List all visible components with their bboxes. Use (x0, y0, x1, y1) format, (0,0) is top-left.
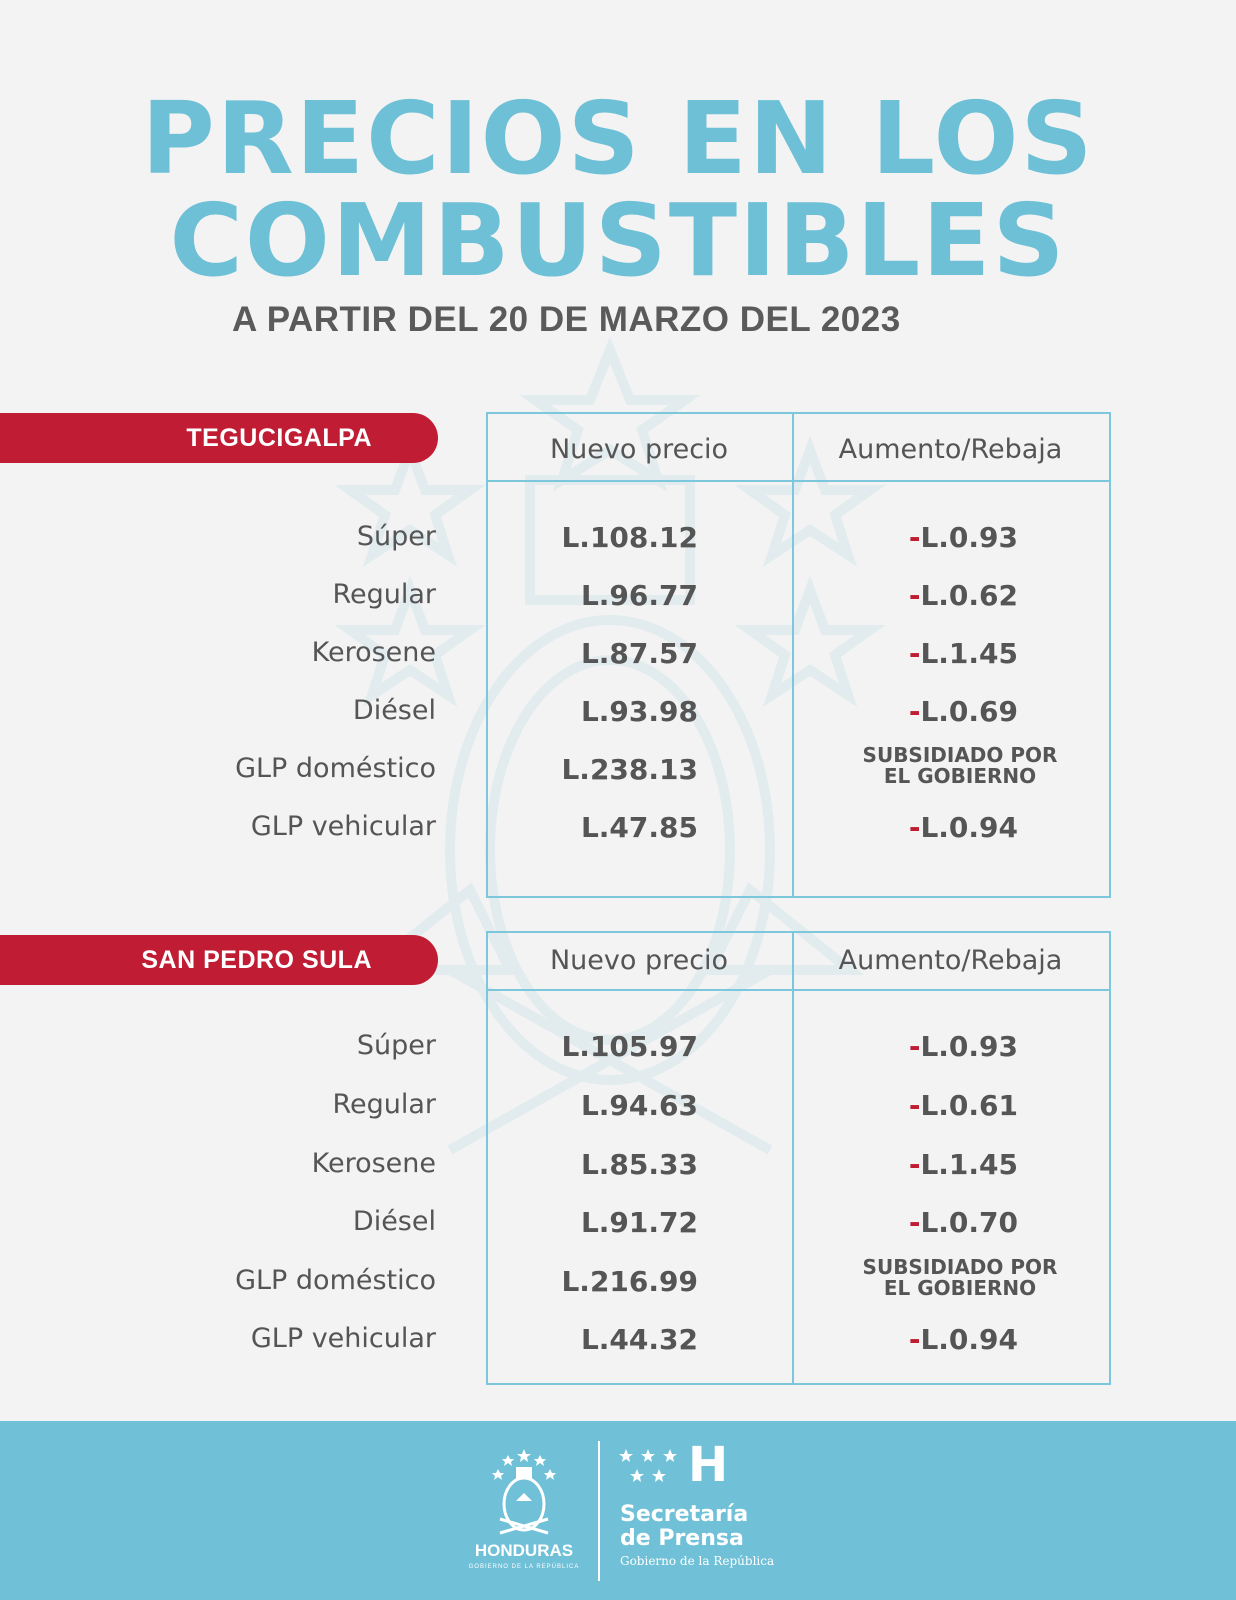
new-price: L.47.85 (580, 811, 698, 844)
price-change: -L.1.45 (908, 1148, 1018, 1181)
title-line-1: PRECIOS EN LOS (141, 80, 1095, 197)
table-row (0, 695, 1236, 735)
new-price: L.85.33 (580, 1148, 698, 1181)
h-logo-icon: H (688, 1437, 729, 1493)
fuel-name: Kerosene (311, 637, 436, 668)
new-price: L.96.77 (580, 579, 698, 612)
table-row (0, 637, 1236, 677)
title-line-2: COMBUSTIBLES (169, 182, 1067, 299)
new-price: L.108.12 (561, 521, 698, 554)
footer-separator (598, 1441, 600, 1581)
fuel-name: GLP vehicular (250, 811, 436, 842)
table-row (0, 521, 1236, 561)
table-row (0, 1206, 1236, 1246)
table-row (0, 743, 1236, 793)
table-row (0, 1030, 1236, 1070)
price-change: -L.0.93 (908, 521, 1018, 554)
price-change: -L.0.93 (908, 1030, 1018, 1063)
column-header-price: Nuevo precio (549, 945, 729, 976)
new-price: L.94.63 (580, 1089, 698, 1122)
fuel-name: Diésel (352, 1206, 436, 1237)
subsidy-note: SUBSIDIADO POR EL GOBIERNO (862, 743, 1058, 788)
honduras-label: HONDURAS (474, 1541, 574, 1560)
table-row (0, 1089, 1236, 1129)
table-row (0, 1255, 1236, 1305)
page-title (0, 80, 1236, 299)
header-divider (488, 989, 1109, 991)
secretaria-title: Secretaría de Prensa (620, 1502, 749, 1551)
price-change: -L.0.94 (908, 1323, 1018, 1356)
new-price: L.91.72 (580, 1206, 698, 1239)
city-tag-san-pedro-sula: SAN PEDRO SULA (0, 935, 438, 985)
fuel-name: GLP doméstico (235, 753, 436, 784)
subsidy-note: SUBSIDIADO POR EL GOBIERNO (862, 1255, 1058, 1300)
new-price: L.93.98 (580, 695, 698, 728)
fuel-name: Regular (332, 1089, 436, 1120)
fuel-name: Regular (332, 579, 436, 610)
date-subtitle: A PARTIR DEL 20 DE MARZO DEL 2023 (232, 300, 901, 339)
honduras-sublabel: GOBIERNO DE LA REPÚBLICA (468, 1564, 580, 1570)
new-price: L.87.57 (580, 637, 698, 670)
fuel-name: GLP vehicular (250, 1323, 436, 1354)
new-price: L.105.97 (561, 1030, 698, 1063)
price-change: -L.0.94 (908, 811, 1018, 844)
honduras-emblem-icon (490, 1449, 558, 1539)
new-price: L.44.32 (580, 1323, 698, 1356)
stars-icon (618, 1447, 684, 1489)
fuel-name: Súper (356, 1030, 436, 1061)
table-row (0, 1148, 1236, 1188)
price-change: -L.0.61 (908, 1089, 1018, 1122)
price-change: -L.0.70 (908, 1206, 1018, 1239)
header-divider (488, 480, 1109, 482)
column-header-price: Nuevo precio (549, 434, 729, 465)
fuel-name: Kerosene (311, 1148, 436, 1179)
column-header-change: Aumento/Rebaja (838, 434, 1063, 465)
footer-banner (0, 1421, 1236, 1600)
column-header-change: Aumento/Rebaja (838, 945, 1063, 976)
new-price: L.238.13 (561, 753, 698, 786)
secretaria-subtitle: Gobierno de la República (620, 1554, 775, 1568)
fuel-name: Diésel (352, 695, 436, 726)
table-row (0, 811, 1236, 851)
price-change: -L.0.62 (908, 579, 1018, 612)
table-row (0, 1323, 1236, 1363)
fuel-name: Súper (356, 521, 436, 552)
price-change: -L.1.45 (908, 637, 1018, 670)
fuel-name: GLP doméstico (235, 1265, 436, 1296)
city-tag-tegucigalpa: TEGUCIGALPA (0, 413, 438, 463)
new-price: L.216.99 (561, 1265, 698, 1298)
price-change: -L.0.69 (908, 695, 1018, 728)
table-row (0, 579, 1236, 619)
